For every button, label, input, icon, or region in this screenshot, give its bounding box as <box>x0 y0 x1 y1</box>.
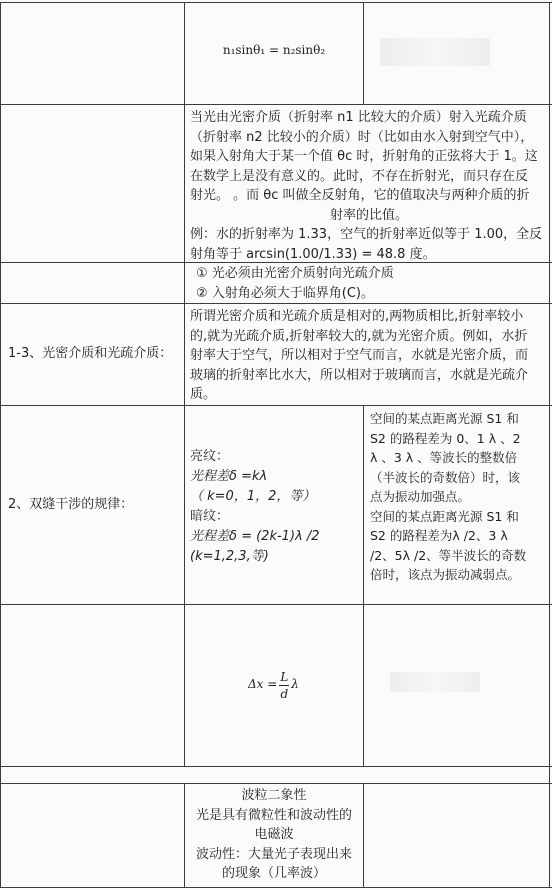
table-border <box>363 2 364 104</box>
text-line: 在数学上是没有意义的。此时，不存在折射光，而只存在反 <box>190 168 529 184</box>
text-line: 电磁波 <box>254 827 294 842</box>
text-line: S2 的路程差为 0、1 λ 、2 <box>370 430 521 446</box>
text-line: 射角等于 arcsin(1.00/1.33) = 48.8 度。 <box>190 246 436 262</box>
text-line: 空间的某点距离光源 S1 和 <box>370 508 519 524</box>
table-border <box>0 2 552 3</box>
text-line: S2 的路程差为λ /2、3 λ <box>370 528 508 543</box>
table-border <box>549 2 550 887</box>
row-label <box>8 303 184 405</box>
optical-density-text <box>190 307 548 405</box>
table-border <box>0 887 552 888</box>
faded-area <box>380 38 490 66</box>
table-border <box>184 2 185 766</box>
text-line: 玻璃的折射率比水大，所以相对于玻璃而言，水就是光疏介 <box>190 367 529 383</box>
table-border <box>0 262 552 263</box>
table-border <box>363 783 364 887</box>
bright-fringe-k: （ k=0，1，2，等） <box>190 489 316 504</box>
fraction-denominator: d <box>280 686 289 701</box>
text-line: 质。 <box>190 387 217 402</box>
table-border <box>363 604 364 766</box>
text-line: 如果入射角大于某一个值 θc 时，折射角的正弦将大于 1。这 <box>190 149 538 164</box>
table-border <box>0 604 552 605</box>
fraction <box>279 669 289 702</box>
text-line: 射率大于空气，所以相对于空气而言，水就是光密介质，而 <box>190 348 529 363</box>
text-line: 点为振动加强点。 <box>370 489 471 504</box>
label-text: 2、双缝干涉的规律： <box>8 496 134 512</box>
faded-area <box>390 672 480 692</box>
table-border <box>0 766 552 767</box>
text-line: 波粒二象性 <box>241 788 307 803</box>
text-line: 光是具有微粒性和波动性的 <box>195 807 352 823</box>
row-label <box>8 405 184 604</box>
wave-particle-text <box>185 786 363 886</box>
text-line: 例：水的折射率为 1.33，空气的折射率近似等于 1.00，全反 <box>190 227 543 242</box>
fringe-conditions <box>190 447 362 587</box>
text-line: 的,就为光疏介质,折射率较大的,就为光密介质。例如，水折 <box>190 328 528 344</box>
text-line: （折射率 n2 比较小的介质）时（比如由水入射到空气中）， <box>190 129 534 145</box>
text-line: 当光由光密介质（折射率 n1 比较大的介质）射入光疏介质 <box>190 110 527 125</box>
text-line: 倍时，该点为振动减弱点。 <box>370 567 521 582</box>
table-border <box>0 783 552 784</box>
label-text: 1-3、光密介质和光疏介质： <box>8 346 173 362</box>
fringe-spacing-formula <box>248 665 358 705</box>
bright-fringe-formula: 光程差δ =kλ <box>190 469 268 484</box>
dark-fringe-k: (k=1,2,3,等) <box>190 549 269 564</box>
text-line: 的现象（几率波） <box>221 866 326 881</box>
formula-lhs: Δx = <box>248 677 278 692</box>
condition-item: ① 光必须由光密介质射向光疏介质 <box>196 266 394 281</box>
snell-law-formula: n₁sinθ₁ = n₂sinθ₂ <box>222 43 326 57</box>
text-line: 射光。 。而 θc 叫做全反射角，它的值取决与两种介质的折 <box>190 188 530 203</box>
text-line: /2、5λ /2、等半波长的奇数 <box>370 547 527 563</box>
text-line: 所谓光密介质和光疏介质是相对的,两物质相比,折射率较小 <box>190 309 524 324</box>
text-line: 空间的某点距离光源 S1 和 <box>370 411 519 426</box>
bright-fringe-title: 亮纹： <box>190 449 230 464</box>
path-difference-text <box>370 409 548 604</box>
formula-rhs: λ <box>291 677 299 692</box>
text-line: （半波长的奇数倍）时，该 <box>370 469 521 485</box>
text-line: 射率的比值。 <box>329 207 408 223</box>
text-line: 波动性：大量光子表现出来 <box>195 846 352 862</box>
total-reflection-text <box>190 108 548 262</box>
dark-fringe-formula: 光程差δ = (2k-1)λ /2 <box>190 529 320 544</box>
reflection-conditions <box>196 264 536 303</box>
table-border <box>0 104 552 105</box>
fraction-numerator: L <box>280 669 289 684</box>
table-border <box>0 2 1 887</box>
text-line: λ 、3 λ 、等波长的整数倍 <box>370 450 518 465</box>
condition-item: ② 入射角必须大于临界角(C)。 <box>196 285 375 301</box>
dark-fringe-title: 暗纹： <box>190 509 230 524</box>
table-border <box>363 405 364 604</box>
